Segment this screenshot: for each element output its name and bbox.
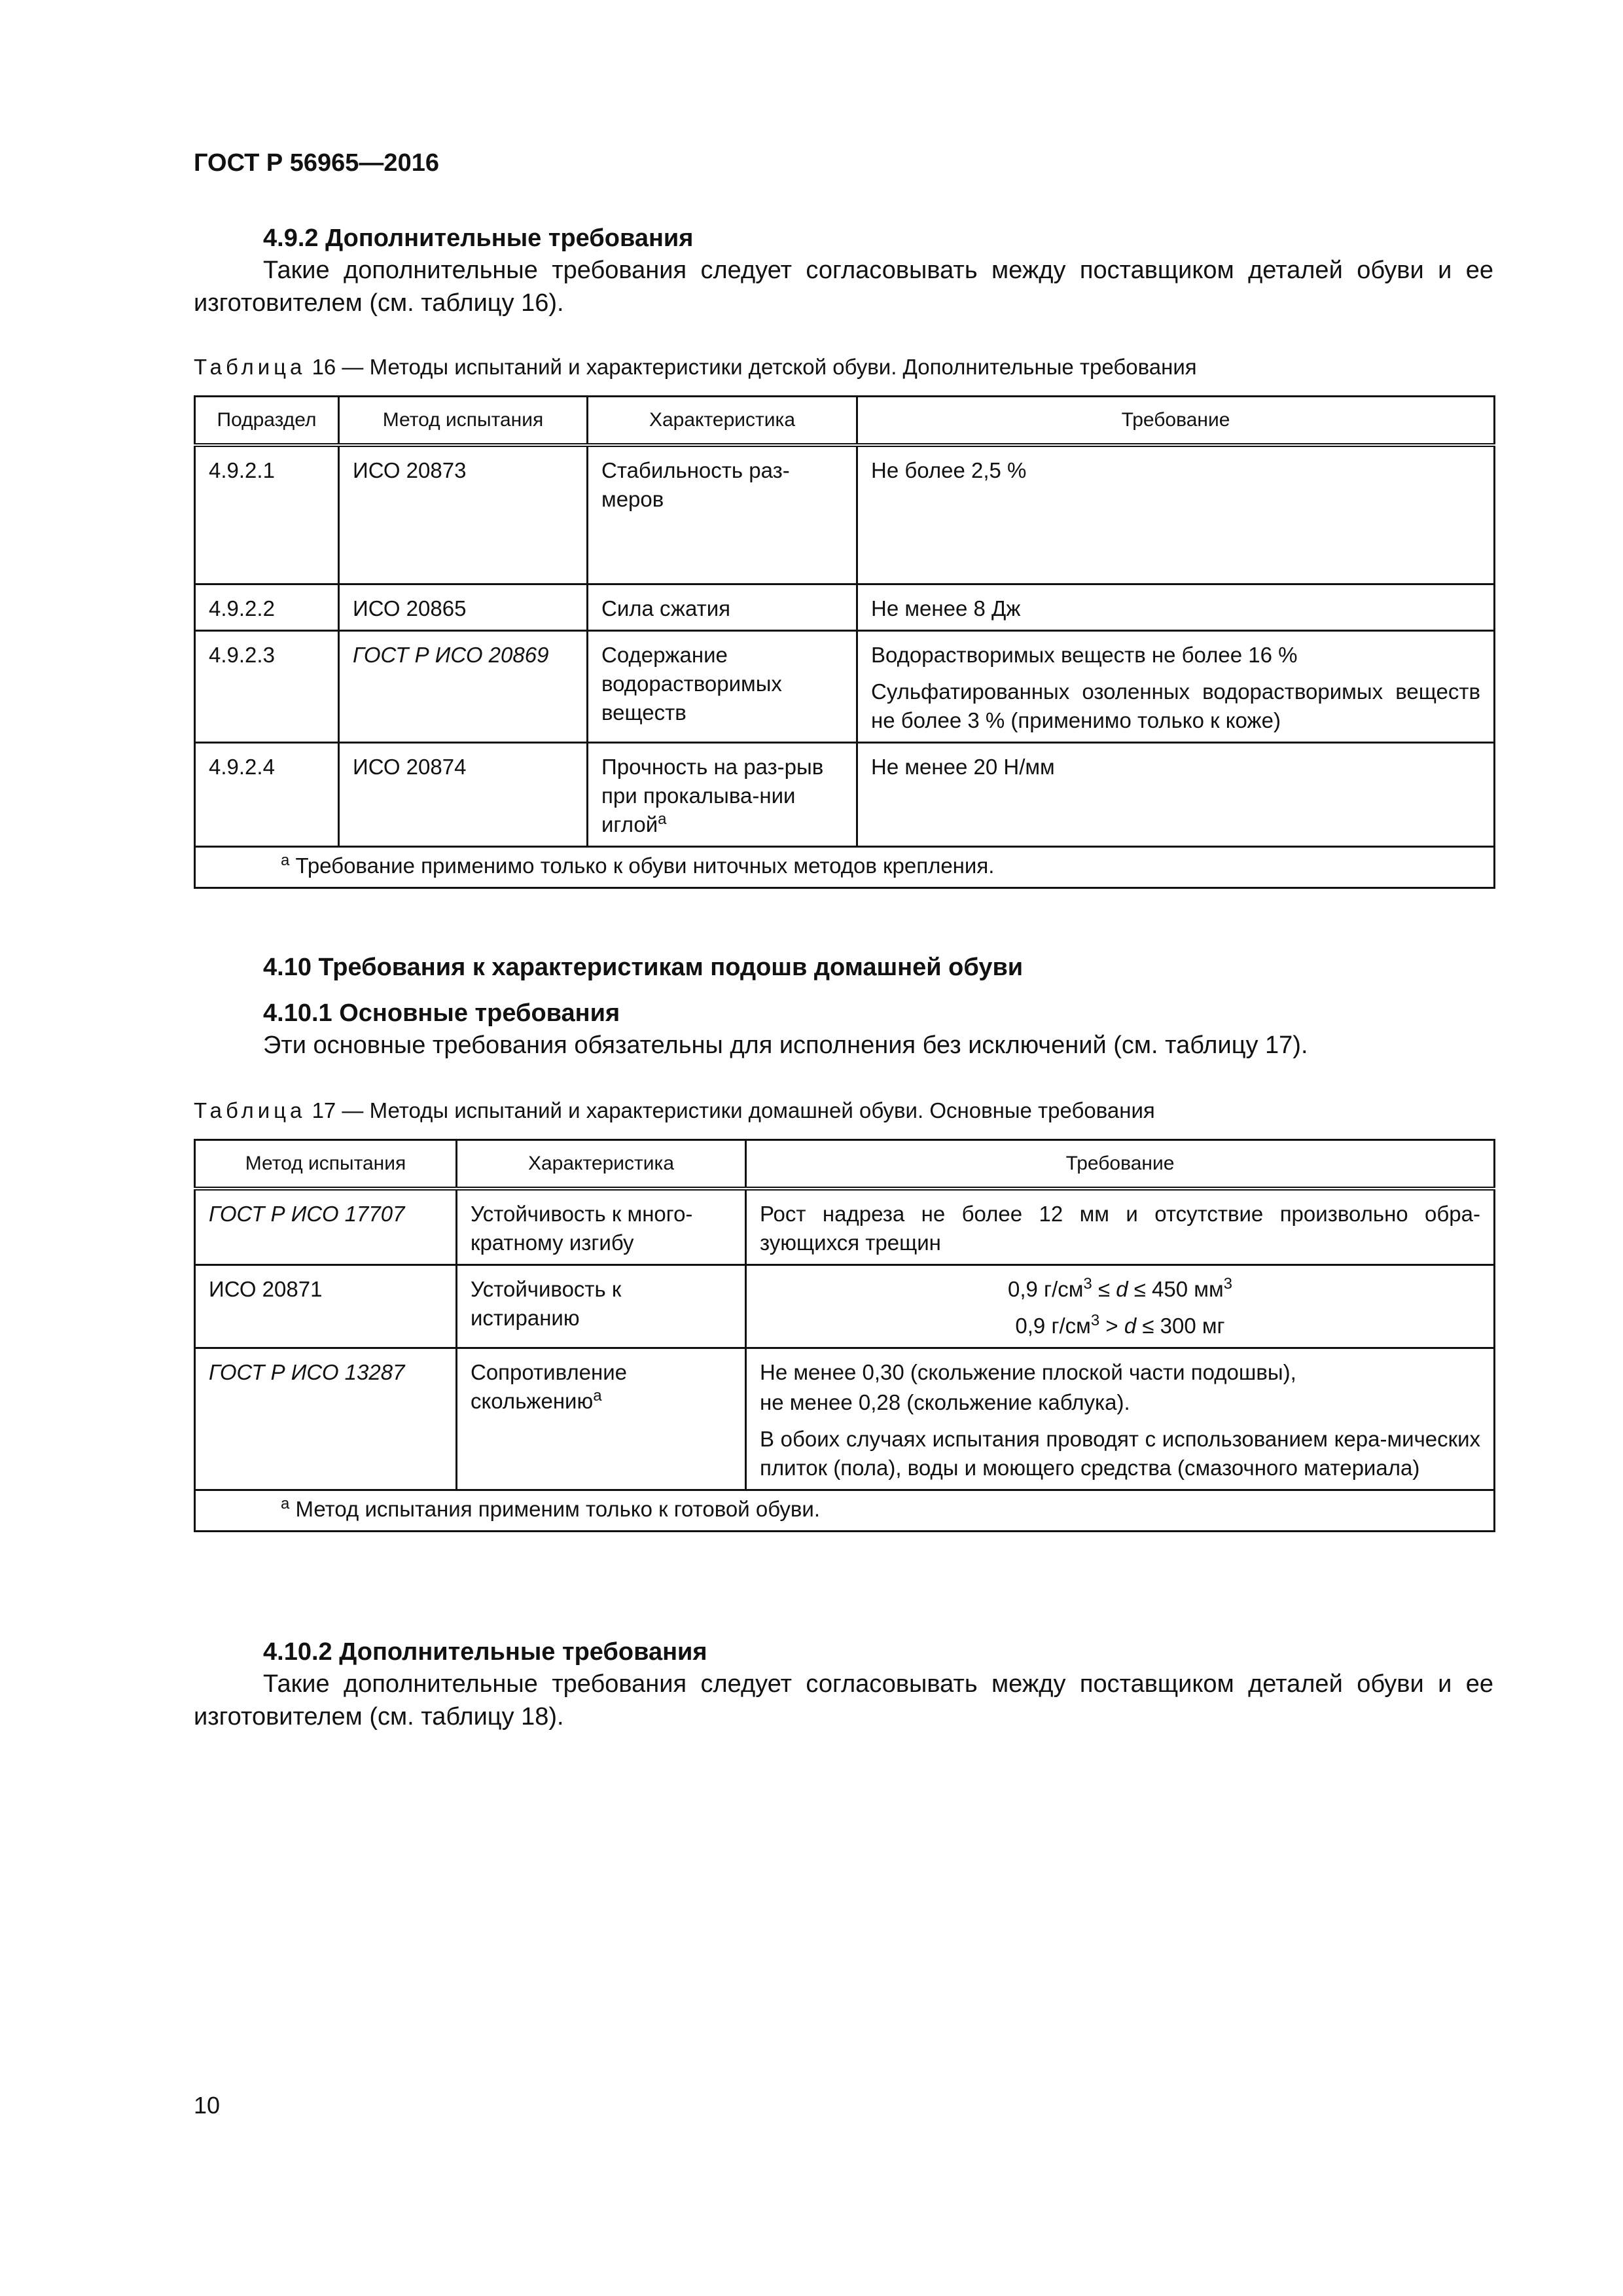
formula-variable: d — [1116, 1277, 1128, 1301]
table-row — [195, 742, 1495, 846]
requirement-line: Сульфатированных озоленных водорастворимых веществ не более 3 % (применимо только к коже) — [871, 679, 1480, 732]
requirement-line: Рост надреза не более 12 мм и отсутствие произвольно обра-зующихся трещин — [760, 1202, 1480, 1255]
table-16-caption — [194, 355, 1197, 380]
section-body: Такие дополнительные требования следует согласовывать между поставщиком деталей обуви и ее изготовителем (см. таблицу 18). — [194, 1670, 1493, 1731]
table-17 — [194, 1139, 1495, 1532]
cell-method: ИСО 20873 — [339, 445, 588, 584]
formula-text: ≤ 450 мм — [1128, 1277, 1224, 1301]
cell-requirement — [857, 630, 1495, 742]
table-header-row — [195, 397, 1495, 446]
footnote-marker: а — [593, 1387, 602, 1405]
cell-subsection: 4.9.2.4 — [195, 742, 339, 846]
requirement-line: Водорастворимых веществ не более 16 % — [871, 642, 1298, 667]
formula-text: ≤ 300 мг — [1136, 1314, 1225, 1338]
footnote-marker: а — [658, 810, 667, 828]
table-16 — [194, 395, 1495, 889]
cell-requirement — [857, 742, 1495, 846]
characteristic-text: Сопротивление скольжению — [471, 1360, 627, 1413]
section-heading: 4.10 Требования к характеристикам подошв домашней обуви — [263, 954, 1024, 981]
cell-characteristic: Устойчивость к много-кратному изгибу — [457, 1189, 746, 1265]
cell-requirement — [746, 1189, 1495, 1265]
requirement-line: Не менее 20 Н/мм — [871, 754, 1055, 779]
requirement-formula — [760, 1275, 1480, 1304]
cell-requirement — [857, 445, 1495, 584]
requirement-line: не менее 0,28 (скольжение каблука). — [760, 1390, 1130, 1414]
cell-method: ИСО 20874 — [339, 742, 588, 846]
cell-requirement — [746, 1265, 1495, 1348]
table-row — [195, 1265, 1495, 1348]
column-header: Метод испытания — [195, 1140, 457, 1189]
document-code: ГОСТ Р 56965—2016 — [194, 149, 439, 177]
requirement-line: Не менее 8 Дж — [871, 596, 1021, 620]
column-header: Характеристика — [588, 397, 857, 446]
section-body: Такие дополнительные требования следует согласовывать между поставщиком деталей обуви и ее изготовителем (см. таблицу 16). — [194, 257, 1493, 317]
section-4-9-2 — [194, 223, 1493, 319]
table-caption-text: 16 — Методы испытаний и характеристики детской обуви. Дополнительные требования — [312, 355, 1197, 379]
formula-text: 0,9 г/см — [1007, 1277, 1084, 1301]
cell-method: ИСО 20865 — [339, 584, 588, 630]
table-row — [195, 445, 1495, 584]
cell-characteristic — [457, 1348, 746, 1490]
section-4-10 — [194, 952, 1493, 983]
requirement-line: Не менее 0,30 (скольжение плоской части подошвы), — [760, 1360, 1296, 1384]
table-row — [195, 584, 1495, 630]
table-footnote-row — [195, 1490, 1495, 1532]
characteristic-text: Прочность на раз-рыв при прокалыва-нии иглой — [601, 754, 824, 836]
cell-characteristic: Сила сжатия — [588, 584, 857, 630]
formula-operator: ≤ — [1092, 1277, 1116, 1301]
requirement-line: Не более 2,5 % — [871, 458, 1027, 482]
cell-characteristic: Устойчивость к истиранию — [457, 1265, 746, 1348]
table-17-caption — [194, 1098, 1155, 1123]
table-footnote-row — [195, 846, 1495, 888]
formula-operator: > — [1099, 1314, 1124, 1338]
formula-variable: d — [1124, 1314, 1137, 1338]
cell-method: ГОСТ Р ИСО 17707 — [195, 1189, 457, 1265]
column-header: Требование — [857, 397, 1495, 446]
table-footnote — [195, 846, 1495, 888]
section-heading: 4.10.2 Дополнительные требования — [263, 1638, 707, 1666]
table-footnote — [195, 1490, 1495, 1532]
formula-exponent: 3 — [1090, 1312, 1100, 1329]
column-header: Метод испытания — [339, 397, 588, 446]
section-4-10-2 — [194, 1636, 1493, 1733]
table-row — [195, 1189, 1495, 1265]
cell-characteristic: Стабильность раз-меров — [588, 445, 857, 584]
table-row — [195, 630, 1495, 742]
table-header-row — [195, 1140, 1495, 1189]
section-heading: 4.9.2 Дополнительные требования — [263, 224, 694, 252]
cell-method: ИСО 20871 — [195, 1265, 457, 1348]
section-body: Эти основные требования обязательны для исполнения без исключений (см. таблицу 17). — [263, 1031, 1308, 1059]
column-header: Подраздел — [195, 397, 339, 446]
cell-requirement — [857, 584, 1495, 630]
cell-method: ГОСТ Р ИСО 20869 — [339, 630, 588, 742]
requirement-formula — [760, 1312, 1480, 1340]
column-header: Характеристика — [457, 1140, 746, 1189]
section-heading: 4.10.1 Основные требования — [263, 999, 620, 1027]
table-caption-text: 17 — Методы испытаний и характеристики домашней обуви. Основные требования — [312, 1098, 1155, 1122]
formula-exponent: 3 — [1223, 1275, 1233, 1293]
page-number: 10 — [194, 2092, 221, 2119]
cell-characteristic: Содержание водорастворимых веществ — [588, 630, 857, 742]
table-row — [195, 1348, 1495, 1490]
footnote-text: Метод испытания применим только к готовой обуви. — [295, 1497, 821, 1521]
cell-subsection: 4.9.2.2 — [195, 584, 339, 630]
section-4-10-1 — [194, 997, 1493, 1062]
footnote-marker: а — [281, 1495, 290, 1513]
footnote-text: Требование применимо только к обуви ниточных методов крепления. — [295, 853, 995, 878]
table-caption-label: Таблица — [194, 355, 306, 379]
cell-characteristic — [588, 742, 857, 846]
requirement-line: В обоих случаях испытания проводят с использованием кера-мических плиток (пола), воды и моющего средства (смазочного материала) — [760, 1427, 1480, 1480]
table-caption-label: Таблица — [194, 1098, 306, 1122]
cell-subsection: 4.9.2.1 — [195, 445, 339, 584]
cell-subsection: 4.9.2.3 — [195, 630, 339, 742]
cell-requirement — [746, 1348, 1495, 1490]
formula-text: 0,9 г/см — [1015, 1314, 1091, 1338]
formula-exponent: 3 — [1083, 1275, 1092, 1293]
cell-method: ГОСТ Р ИСО 13287 — [195, 1348, 457, 1490]
column-header: Требование — [746, 1140, 1495, 1189]
footnote-marker: а — [281, 851, 290, 869]
